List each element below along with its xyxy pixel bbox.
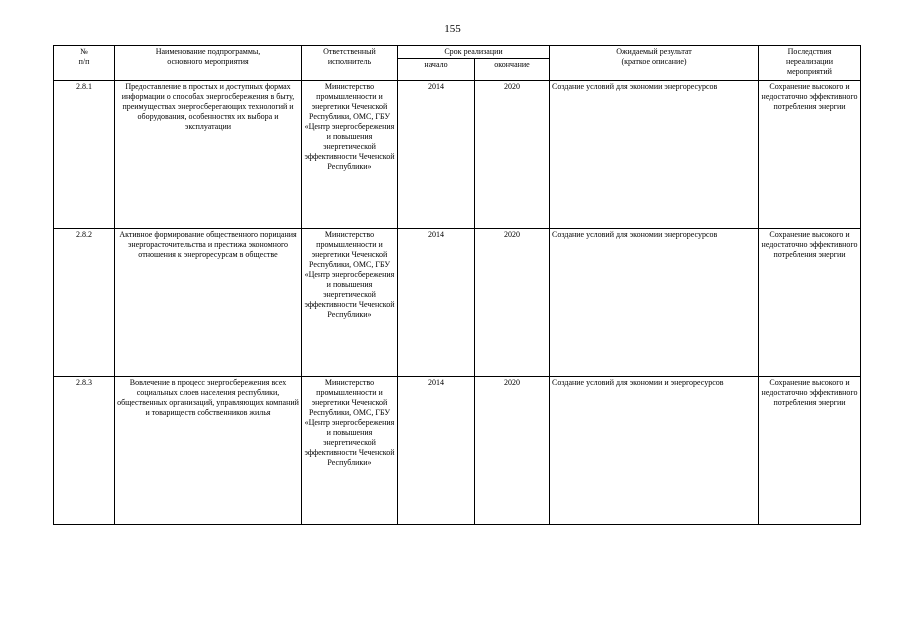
row-result: Создание условий для экономии энергоресурсов: [550, 81, 759, 229]
page-number: 155: [444, 23, 461, 35]
row-name: Активное формирование общественного порицания энергорасточительства и престижа экономного отношения к энергоресурсам в обществе: [115, 229, 302, 377]
row-result: Создание условий для экономии и энергоресурсов: [550, 377, 759, 525]
table-row: [54, 377, 861, 525]
row-start: 2014: [398, 81, 475, 229]
row-name: Предоставление в простых и доступных формах информации о способах энергосбережения в быту, преимуществах энергосберегающих технологий и оборудования, особенностях их выбора и эксплуатации: [115, 81, 302, 229]
row-result: Создание условий для экономии энергоресурсов: [550, 229, 759, 377]
row-consequences: Сохранение высокого и недостаточно эффективного потребления энергии: [759, 81, 861, 229]
row-executor: Министерство промышленности и энергетики Чеченской Республики, ОМС, ГБУ «Центр энергосбережения и повышения энергетической эффективности Чеченской Республики»: [302, 377, 398, 525]
table-row: [54, 81, 861, 229]
header-executor: Ответственный исполнитель: [302, 46, 398, 81]
measures-table: [53, 45, 861, 525]
header-end: окончание: [475, 59, 550, 81]
row-number: 2.8.1: [54, 81, 115, 229]
row-number: 2.8.2: [54, 229, 115, 377]
row-consequences: Сохранение высокого и недостаточно эффективного потребления энергии: [759, 377, 861, 525]
header-name: Наименование подпрограммы, основного мероприятия: [115, 46, 302, 81]
row-start: 2014: [398, 229, 475, 377]
header-result: Ожидаемый результат (краткое описание): [550, 46, 759, 81]
row-number: 2.8.3: [54, 377, 115, 525]
header-start: начало: [398, 59, 475, 81]
row-end: 2020: [475, 81, 550, 229]
row-executor: Министерство промышленности и энергетики Чеченской Республики, ОМС, ГБУ «Центр энергосбережения и повышения энергетической эффективности Чеченской Республики»: [302, 229, 398, 377]
row-name: Вовлечение в процесс энергосбережения всех социальных слоев населения республики, общественных организаций, управляющих компаний и товариществ собственников жилья: [115, 377, 302, 525]
row-executor: Министерство промышленности и энергетики Чеченской Республики, ОМС, ГБУ «Центр энергосбережения и повышения энергетической эффективности Чеченской Республики»: [302, 81, 398, 229]
row-consequences: Сохранение высокого и недостаточно эффективного потребления энергии: [759, 229, 861, 377]
header-number: № п/п: [54, 46, 115, 81]
table-row: [54, 229, 861, 377]
header-period: Срок реализации: [398, 46, 550, 59]
header-consequences: Последствия нереализации мероприятий: [759, 46, 861, 81]
row-end: 2020: [475, 377, 550, 525]
row-start: 2014: [398, 377, 475, 525]
row-end: 2020: [475, 229, 550, 377]
